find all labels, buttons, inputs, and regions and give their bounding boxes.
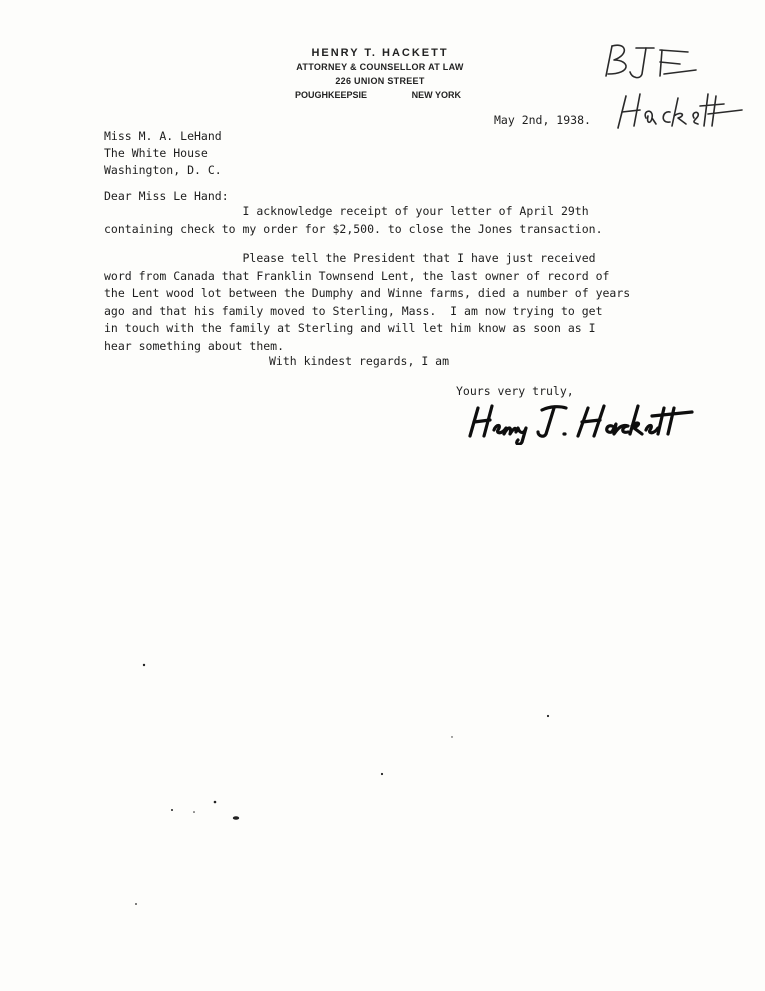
letterhead (285, 46, 475, 102)
complimentary-close: Yours very truly, (456, 384, 574, 398)
letterhead-city-line (285, 88, 475, 102)
recipient-city-line: Washington, D. C. (104, 163, 222, 177)
letterhead-title: ATTORNEY & COUNSELLOR AT LAW (296, 62, 464, 72)
paragraph-acknowledgement (104, 203, 704, 238)
paragraph-report (104, 250, 704, 355)
paragraph-line: ago and that his family moved to Sterling, Mass. I am now trying to get (104, 303, 603, 318)
paragraph-line: Please tell the President that I have just received (104, 251, 596, 265)
paragraph-line: hear something about them. (104, 338, 285, 353)
paragraph-line: the Lent wood lot between the Dumphy and Winne farms, died a number of years (104, 286, 631, 300)
paragraph-line: containing check to my order for $2,500. to close the Jones transaction. (104, 221, 603, 236)
handwritten-annotation (600, 34, 750, 144)
signature-drawing (466, 400, 696, 445)
letterhead-name: HENRY T. HACKETT (311, 47, 449, 59)
closing-line: With kindest regards, I am (269, 354, 450, 368)
letterhead-city: POUGHKEEPSIE (295, 90, 368, 100)
annotation-text (600, 34, 601, 35)
letterhead-state: NEW YORK (411, 90, 461, 100)
recipient-name: Miss M. A. LeHand (104, 129, 222, 143)
salutation: Dear Miss Le Hand: (104, 189, 229, 203)
letterhead-street: 226 UNION STREET (335, 76, 425, 86)
recipient-address-line: The White House (104, 146, 208, 160)
annotation-drawing (600, 34, 750, 144)
signature (466, 400, 696, 445)
paragraph-line: I acknowledge receipt of your letter of April 29th (104, 204, 589, 218)
paragraph-line: word from Canada that Franklin Townsend Lent, the last owner of record of (104, 268, 610, 283)
paragraph-line: in touch with the family at Sterling and will let him know as soon as I (104, 321, 596, 335)
letter-date: May 2nd, 1938. (494, 113, 591, 127)
signature-text (466, 400, 467, 401)
